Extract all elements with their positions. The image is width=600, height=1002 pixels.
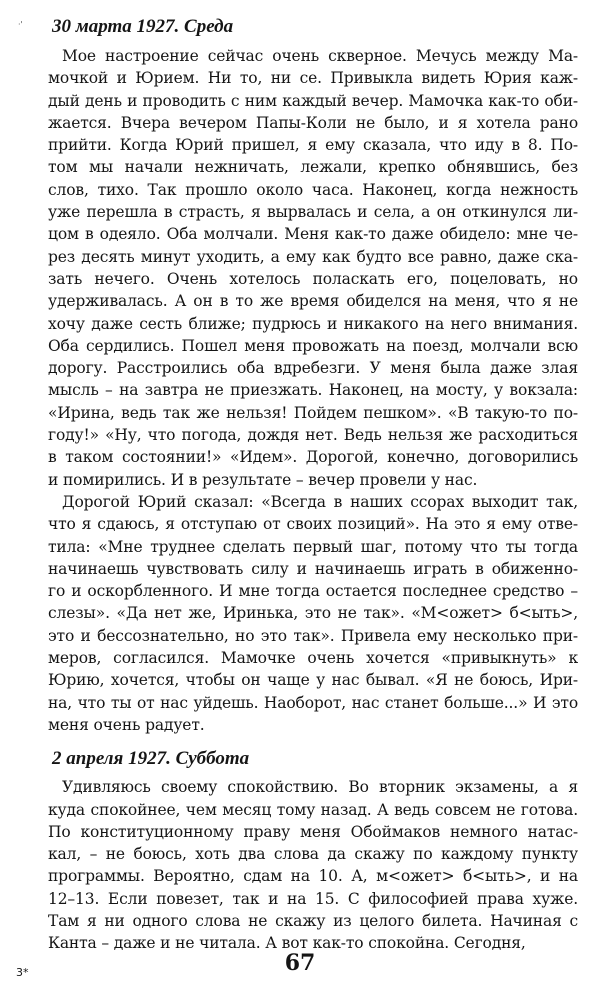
paragraph [48, 776, 578, 954]
printer-signature-mark: 3* [16, 966, 29, 979]
text-line: удерживалась. А он в то же время обиделся на меня, что я не [48, 292, 578, 311]
text-line: что я сдаюсь, я отступаю от своих позиций». На это я ему отве- [48, 515, 578, 534]
page-number: 67 [284, 950, 316, 976]
text-line: кал, – не боюсь, хоть два слова да скажу по каждому пункту [48, 845, 578, 864]
text-line: это и бессознательно, но это так». Привела ему несколько при- [48, 626, 578, 645]
text-line: цом в одеяло. Оба молчали. Меня как-то даже обидело: мне че- [48, 225, 578, 244]
entry-heading: 2 апреля 1927. Суббота [52, 748, 250, 770]
text-line: тила: «Мне труднее сделать первый шаг, потому что ты тогда [48, 537, 578, 556]
text-line: году!» «Ну, что погода, дождя нет. Ведь нельзя же расходиться [48, 426, 578, 445]
corner-mark: ·' [18, 20, 23, 29]
text-line: Дорогой Юрий сказал: «Всегда в наших ссорах выходит так, [62, 492, 578, 511]
text-line: меров, согласился. Мамочке очень хочется «привыкнуть» к [48, 649, 578, 668]
paragraph [48, 45, 578, 491]
text-line: жается. Вчера вечером Папы-Коли не было, и я хотела рано [48, 113, 578, 132]
text-line: Там я ни одного слова не скажу из целого билета. Начиная с [48, 911, 578, 930]
paragraph [48, 491, 578, 736]
text-line: дый день и проводить с ним каждый вечер. Мамочка как-то оби- [48, 91, 578, 110]
text-line: Юрию, хочется, чтобы он чаще у нас бывал. «Я не боюсь, Ири- [48, 671, 578, 690]
text-line: хочу даже сесть ближе; пудрюсь и никакого на него внимания. [48, 314, 578, 333]
text-line: Удивляюсь своему спокойствию. Во вторник экзамены, а я [62, 778, 578, 797]
text-line: зать нечего. Очень хотелось поласкать его, поцеловать, но [48, 269, 578, 288]
text-line: в таком состоянии!» «Идем». Дорогой, конечно, договорились [48, 448, 578, 467]
text-line: прийти. Когда Юрий пришел, я ему сказала, что иду в 8. По- [48, 136, 578, 155]
text-line: По конституционному праву меня Обоймаков немного натас- [48, 822, 578, 841]
text-line: дорогу. Расстроились оба вдребезги. У меня была даже злая [48, 359, 578, 378]
text-line: программы. Вероятно, сдам на 10. А, м<ожет> б<ыть>, и на [48, 867, 578, 886]
text-line: мысль – на завтра не приезжать. Наконец, на мосту, у вокзала: [48, 381, 578, 400]
text-line: Канта – даже и не читала. А вот как-то спокойна. Сегодня, [48, 934, 526, 953]
text-line: том мы начали нежничать, лежали, крепко обнявшись, без [48, 158, 578, 177]
text-line: Оба сердились. Пошел меня провожать на поезд, молчали всю [48, 336, 578, 355]
text-line: рез десять минут уходить, а ему как будто все равно, даже ска- [48, 247, 578, 266]
text-line: слов, тихо. Так прошло около часа. Наконец, когда нежность [48, 180, 578, 199]
entry-heading: 30 марта 1927. Среда [52, 16, 234, 37]
text-line: и помирились. И в результате – вечер провели у нас. [48, 470, 478, 489]
text-line: куда спокойнее, чем месяц тому назад. А ведь совсем не готова. [48, 800, 578, 819]
text-line: Мое настроение сейчас очень скверное. Мечусь между Ма- [62, 47, 578, 65]
text-line: на, что ты от нас уйдешь. Наоборот, нас станет больше...» И это [48, 693, 578, 712]
text-line: 12–13. Если повезет, так и на 15. С философией права хуже. [48, 889, 578, 908]
text-line: слезы». «Да нет же, Иринька, это не так». «М<ожет> б<ыть>, [48, 604, 578, 623]
text-line: меня очень радует. [48, 715, 205, 734]
text-line: го и оскорбленного. И мне тогда остается последнее средство – [48, 582, 578, 601]
text-line: мочкой и Юрием. Ни то, ни се. Привыкла видеть Юрия каж- [48, 69, 578, 88]
text-line: «Ирина, ведь так же нельзя! Пойдем пешком». «В такую-то по- [48, 403, 578, 422]
page-content [48, 14, 578, 955]
text-line: уже перешла в страсть, я вырвалась и села, а он откинулся ли- [48, 203, 578, 222]
text-line: начинаешь чувствовать силу и начинаешь играть в обиженно- [48, 559, 578, 578]
